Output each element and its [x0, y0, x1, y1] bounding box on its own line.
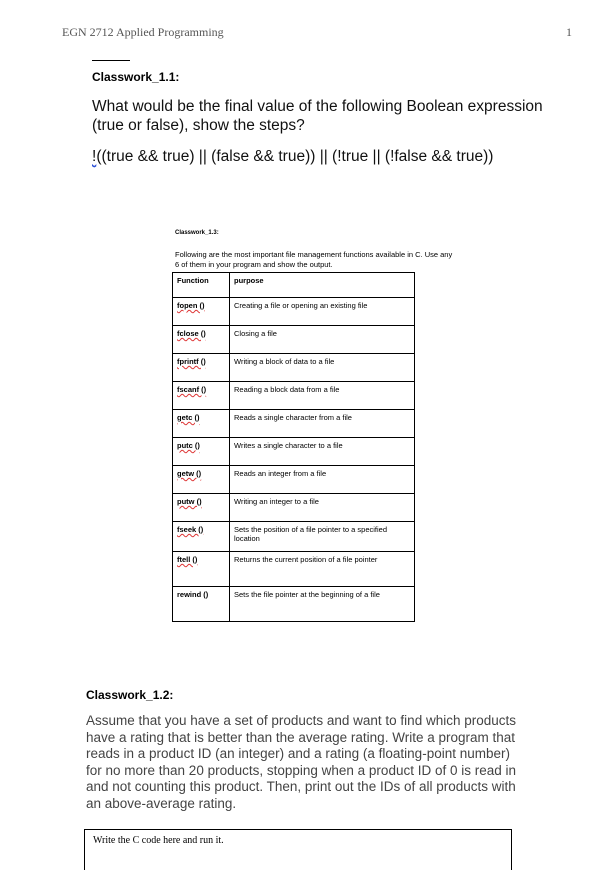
classwork-1-1-heading: Classwork_1.1:: [92, 70, 180, 84]
table-row: [173, 466, 415, 494]
classwork-1-1-question: What would be the final value of the following Boolean expression (true or false), show the steps?: [92, 98, 543, 134]
boolean-expression: [92, 148, 493, 166]
purpose-cell: Reads a single character from a file: [230, 410, 415, 438]
code-answer-box[interactable]: [84, 829, 512, 870]
table-row: [173, 354, 415, 382]
purpose-cell: Sets the position of a file pointer to a specified location: [230, 522, 415, 552]
column-header-purpose: purpose: [230, 273, 415, 298]
function-cell: fprintf (): [173, 354, 230, 382]
purpose-cell: Returns the current position of a file pointer: [230, 552, 415, 587]
classwork-1-2-question: Assume that you have a set of products and want to find which products have a rating that is better than the average rating. Write a program that reads in a product ID (an integer) and a rating (a floating-point number) for no more than 20 products, stopping when a product ID of 0 is read in and not counting this product. Then, print out the IDs of all products with an above-average rating.: [86, 713, 517, 811]
page-number: 1: [566, 25, 572, 39]
table-row: [173, 552, 415, 587]
purpose-cell: Closing a file: [230, 326, 415, 354]
purpose-cell: Reading a block data from a file: [230, 382, 415, 410]
expression-first-char: !: [92, 148, 97, 165]
function-cell: getc (): [173, 410, 230, 438]
table-row: [173, 522, 415, 552]
function-cell: fseek (): [173, 522, 230, 552]
classwork-1-2-heading: Classwork_1.2:: [86, 688, 174, 702]
function-cell: fscanf (): [173, 382, 230, 410]
function-cell: getw (): [173, 466, 230, 494]
function-cell: rewind (): [173, 587, 230, 622]
table-row: [173, 587, 415, 622]
expression-body: ((true && true) || (false && true)) || (!true || (!false && true)): [96, 148, 494, 165]
table-row: [173, 494, 415, 522]
code-box-label: Write the C code here and run it.: [93, 835, 224, 846]
classwork-1-3-intro: Following are the most important file management functions available in C. Use any 6 of them in your program and show the output.: [175, 250, 453, 269]
table-row: [173, 382, 415, 410]
column-header-function: Function: [173, 273, 230, 298]
function-cell: putc (): [173, 438, 230, 466]
function-cell: putw (): [173, 494, 230, 522]
function-cell: fclose (): [173, 326, 230, 354]
table-row: [173, 410, 415, 438]
purpose-cell: Writing an integer to a file: [230, 494, 415, 522]
function-cell: ftell (): [173, 552, 230, 587]
purpose-cell: Creating a file or opening an existing file: [230, 298, 415, 326]
purpose-cell: Sets the file pointer at the beginning of a file: [230, 587, 415, 622]
file-functions-table: [172, 272, 415, 622]
table-header-row: [173, 273, 415, 298]
table-row: [173, 298, 415, 326]
table-row: [173, 438, 415, 466]
purpose-cell: Reads an integer from a file: [230, 466, 415, 494]
section-rule: [92, 60, 130, 61]
purpose-cell: Writes a single character to a file: [230, 438, 415, 466]
function-cell: fopen (): [173, 298, 230, 326]
table-row: [173, 326, 415, 354]
classwork-1-3-heading: Classwork_1.3:: [175, 230, 219, 236]
purpose-cell: Writing a block of data to a file: [230, 354, 415, 382]
running-header: EGN 2712 Applied Programming: [62, 25, 224, 39]
